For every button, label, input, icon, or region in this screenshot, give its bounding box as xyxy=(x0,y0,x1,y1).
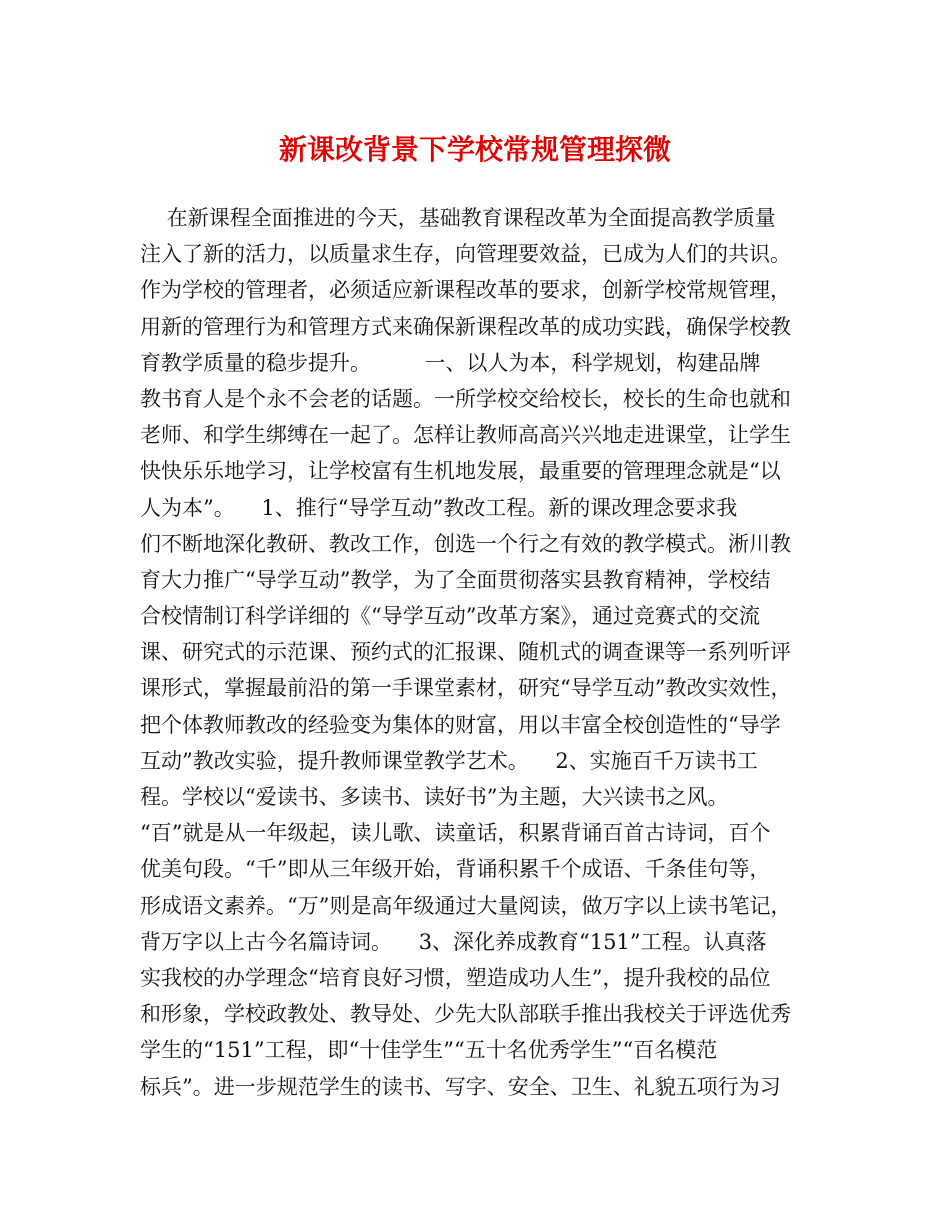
text-line: 标兵”。进一步规范学生的读书、写字、安全、卫生、礼貌五项行为习 xyxy=(140,1074,781,1099)
text-line: 背万字以上古今名篇诗词。 3、深化养成教育“151”工程。认真落 xyxy=(140,929,767,954)
text-line: 在新课程全面推进的今天，基础教育课程改革为全面提高教学质量 xyxy=(140,206,776,230)
text-line: 课、研究式的示范课、预约式的汇报课、随机式的调查课等一系列听评 xyxy=(140,640,791,665)
page-title: 新课改背景下学校常规管理探微 xyxy=(278,133,671,166)
text-line: 注入了新的活力，以质量求生存，向管理要效益，已成为人们的共识。 xyxy=(140,242,791,267)
text-line: 育教学质量的稳步提升。 一、以人为本，科学规划，构建品牌 xyxy=(140,350,761,375)
text-line: 和形象，学校政教处、教导处、少先大队部联手推出我校关于评选优秀 xyxy=(140,1002,791,1027)
text-line: 实我校的办学理念“培育良好习惯，塑造成功人生”，提升我校的品位 xyxy=(140,965,771,990)
text-line: 学生的“151”工程，即“十佳学生”“五十名优秀学生”“百名模范 xyxy=(140,1038,718,1063)
article-body xyxy=(140,200,812,1105)
text-line: 程。学校以“爱读书、多读书、读好书”为主题，大兴读书之风。 xyxy=(140,785,729,809)
text-line: 优美句段。“千”即从三年级开始，背诵积累千个成语、千条佳句等， xyxy=(140,857,771,882)
text-line: 互动”教改实验，提升教师课堂教学艺术。 2、实施百千万读书工 xyxy=(140,748,758,773)
text-line: 形成语文素养。“万”则是高年级通过大量阅读，做万字以上读书笔记， xyxy=(140,893,792,918)
text-line: 们不断地深化教研、教改工作，创选一个行之有效的教学模式。淅川教 xyxy=(140,531,791,556)
text-line: 教书育人是个永不会老的话题。一所学校交给校长，校长的生命也就和 xyxy=(140,386,791,411)
text-line: 快快乐乐地学习，让学校富有生机地发展，最重要的管理理念就是“以 xyxy=(140,459,781,484)
text-line: 合校情制订科学详细的《“导学互动”改革方案》，通过竞赛式的交流 xyxy=(140,604,760,629)
text-line: 用新的管理行为和管理方式来确保新课程改革的成功实践，确保学校教 xyxy=(140,314,791,339)
text-line: “百”就是从一年级起，读儿歌、读童话，积累背诵百首古诗词，百个 xyxy=(140,821,771,846)
text-line: 人为本”。 1、推行“导学互动”教改工程。新的课改理念要求我 xyxy=(140,495,738,520)
text-line: 把个体教师教改的经验变为集体的财富，用以丰富全校创造性的“导学 xyxy=(140,712,781,737)
text-line: 作为学校的管理者，必须适应新课程改革的要求，创新学校常规管理， xyxy=(140,278,791,303)
text-line: 育大力推广“导学互动”教学，为了全面贯彻落实县教育精神，学校结 xyxy=(140,567,771,592)
text-line: 课形式，掌握最前沿的第一手课堂素材，研究“导学互动”教改实效性， xyxy=(140,676,792,701)
text-line: 老师、和学生绑缚在一起了。怎样让教师高高兴兴地走进课堂，让学生 xyxy=(140,423,791,448)
